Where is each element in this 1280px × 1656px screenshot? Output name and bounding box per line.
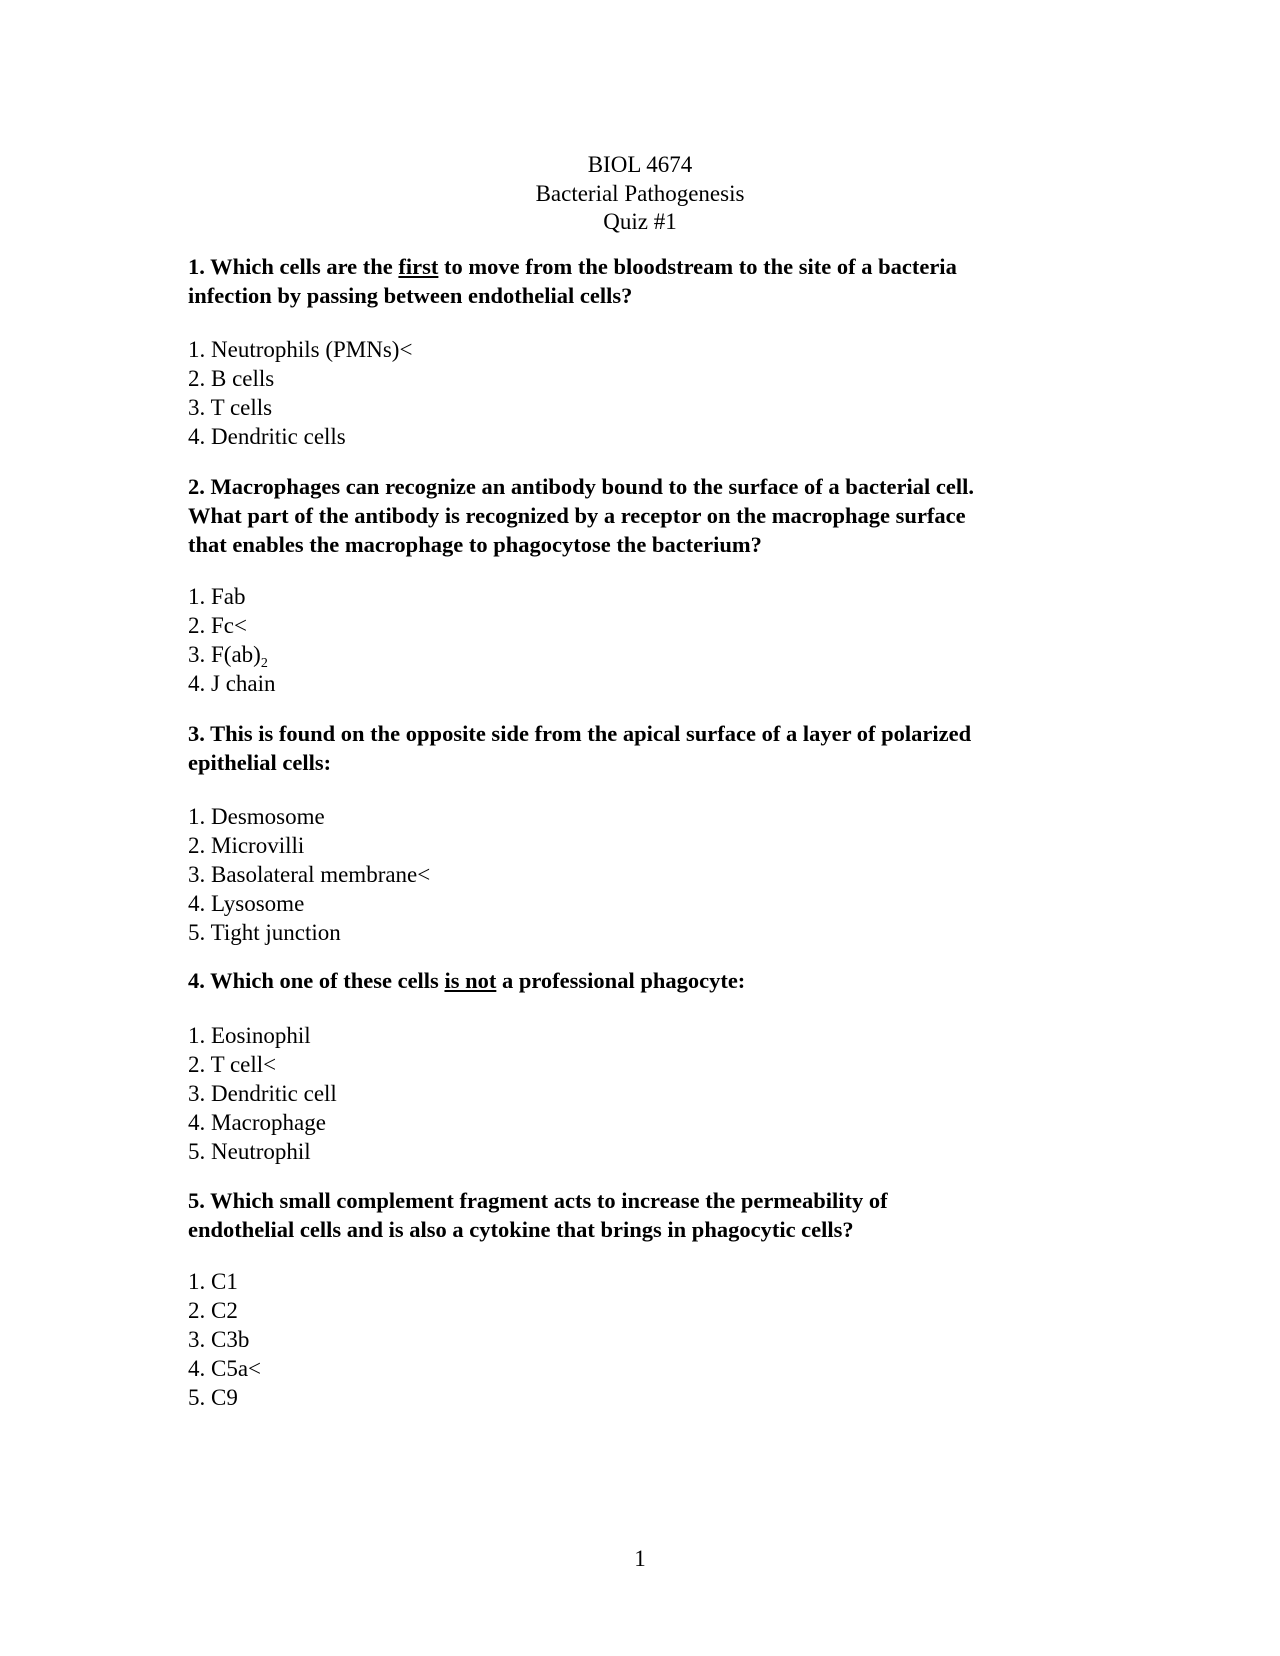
option: 1. Fab [188, 584, 246, 609]
option: 5. Neutrophil [188, 1139, 311, 1164]
option: 5. C9 [188, 1385, 238, 1410]
question-1-line-1: 1. Which cells are the first to move from the bloodstream to the site of a bacteria [188, 254, 957, 279]
quiz-header [0, 151, 1280, 237]
page-number: 1 [634, 1546, 646, 1571]
option: 2. C2 [188, 1298, 238, 1323]
quiz-title: Quiz #1 [603, 209, 677, 234]
option: 4. J chain [188, 671, 276, 696]
question-2 [188, 472, 1108, 559]
question-3-line-2: epithelial cells: [188, 750, 332, 775]
question-3-line-1: 3. This is found on the opposite side from the apical surface of a layer of polarized [188, 721, 972, 746]
question-3 [188, 719, 1108, 777]
option: 4. Macrophage [188, 1110, 326, 1135]
option: 2. Microvilli [188, 833, 305, 858]
option: 3. Basolateral membrane< [188, 862, 431, 887]
option: 2. T cell< [188, 1052, 277, 1077]
question-1 [188, 252, 1108, 310]
question-2-line-2: What part of the antibody is recognized by a receptor on the macrophage surface [188, 503, 966, 528]
question-5-line-1: 5. Which small complement fragment acts to increase the permeability of [188, 1188, 888, 1213]
option: 3. $F(ab)_2$ [188, 642, 268, 671]
option: 1. Desmosome [188, 804, 325, 829]
subscript: 2 [260, 656, 268, 671]
emphasis-first: first [398, 254, 439, 279]
question-5 [188, 1186, 1108, 1244]
question-2-options [188, 582, 276, 698]
question-1-line-2: infection by passing between endothelial cells? [188, 283, 633, 308]
option: 1. Eosinophil [188, 1023, 311, 1048]
option: 4. C5a< [188, 1356, 262, 1381]
option: 2. B cells [188, 366, 275, 391]
question-1-options [188, 335, 412, 451]
question-2-line-1: 2. Macrophages can recognize an antibody bound to the surface of a bacterial cell. [188, 474, 974, 499]
option: 1. C1 [188, 1269, 238, 1294]
question-4-line-1: 4. Which one of these cells is not a professional phagocyte: [188, 968, 746, 993]
option: 2. Fc< [188, 613, 247, 638]
question-5-line-2: endothelial cells and is also a cytokine that brings in phagocytic cells? [188, 1217, 854, 1242]
option: 3. Dendritic cell [188, 1081, 337, 1106]
course-title: Bacterial Pathogenesis [535, 180, 745, 206]
option: 4. Dendritic cells [188, 424, 346, 449]
question-4-options [188, 1021, 337, 1166]
option: 4. Lysosome [188, 891, 305, 916]
option: 5. Tight junction [188, 920, 341, 945]
question-5-options [188, 1267, 261, 1412]
question-3-options [188, 802, 430, 947]
question-4 [188, 966, 1108, 995]
option: 3. T cells [188, 395, 273, 420]
emphasis-is-not: is not [444, 968, 497, 993]
option: 1. Neutrophils (PMNs)< [188, 337, 413, 362]
question-2-line-3: that enables the macrophage to phagocytose the bacterium? [188, 532, 762, 557]
course-code: BIOL 4674 [587, 152, 693, 177]
option: 3. C3b [188, 1327, 250, 1352]
